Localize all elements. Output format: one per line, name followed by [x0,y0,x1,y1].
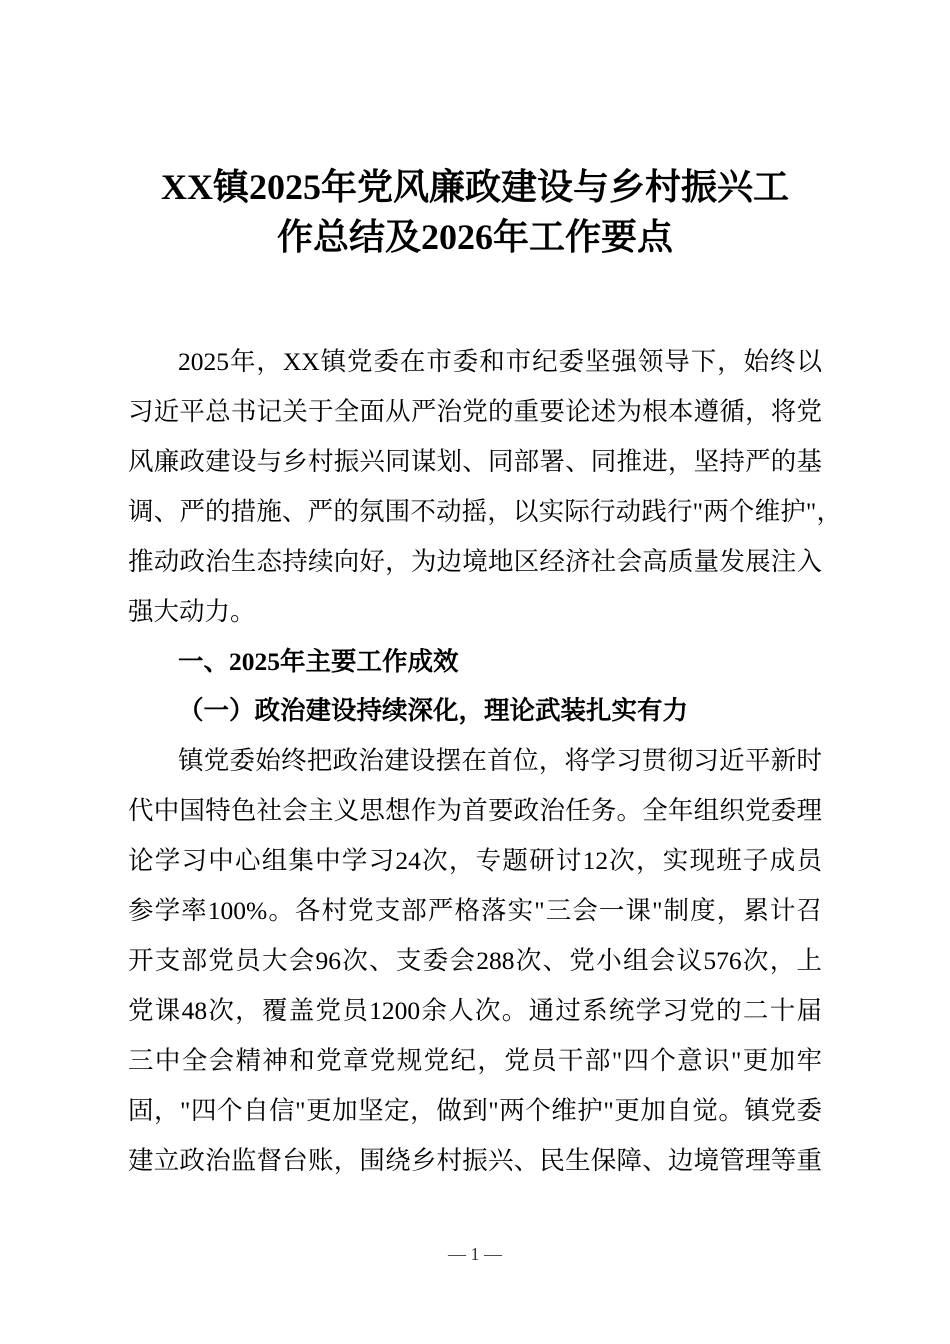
paragraph-line: 风廉政建设与乡村振兴同谋划、同部署、同推进，坚持严的基 [128,447,822,476]
paragraph-line: 代中国特色社会主义思想作为首要政治任务。全年组织党委理 [128,796,822,825]
subsection-heading: （一）政治建设持续深化，理论武装扎实有力 [178,696,689,725]
paragraph-line: 调、严的措施、严的氛围不动摇，以实际行动践行"两个维护"， [128,497,842,526]
paragraph-line: 固，"四个自信"更加坚定，做到"两个维护"更加自觉。镇党委 [128,1096,822,1125]
section-heading: 一、2025年主要工作成效 [178,647,459,676]
paragraph-line: 2025年，XX镇党委在市委和市纪委坚强领导下，始终以 [178,347,822,376]
paragraph-line: 习近平总书记关于全面从严治党的重要论述为根本遵循，将党 [128,397,822,426]
paragraph-line: 论学习中心组集中学习24次，专题研讨12次，实现班子成员 [128,846,822,875]
paragraph-line: 三中全会精神和党章党规党纪，党员干部"四个意识"更加牢 [128,1046,822,1075]
page-number: — 1 — [448,1244,502,1264]
document-title-line-1: XX镇2025年党风廉政建设与乡村振兴工 [161,167,789,207]
paragraph-line: 建立政治监督台账，围绕乡村振兴、民生保障、边境管理等重 [128,1146,822,1175]
document-title-line-2: 作总结及2026年工作要点 [276,217,673,257]
paragraph-line: 党课48次，覆盖党员1200余人次。通过系统学习党的二十届 [128,996,822,1025]
paragraph-line: 强大动力。 [128,597,256,626]
paragraph-line: 开支部党员大会96次、支委会288次、党小组会议576次，上 [128,946,822,975]
paragraph-line: 参学率100%。各村党支部严格落实"三会一课"制度，累计召 [128,896,822,925]
paragraph-line: 推动政治生态持续向好，为边境地区经济社会高质量发展注入 [128,547,822,576]
paragraph-line: 镇党委始终把政治建设摆在首位，将学习贯彻习近平新时 [178,746,822,775]
